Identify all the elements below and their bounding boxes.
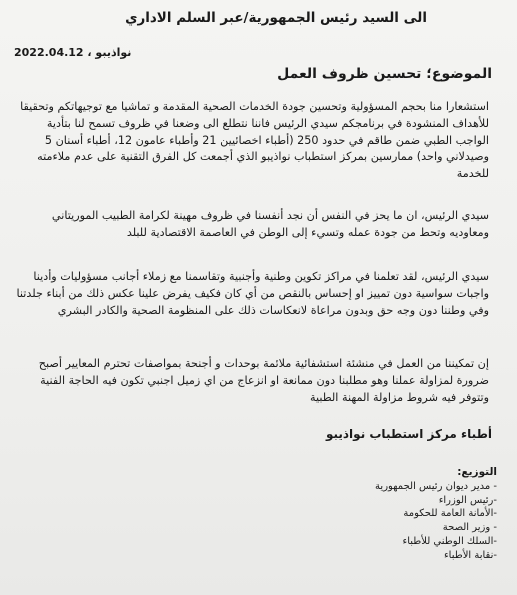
paragraph-intro: استشعارا منا بحجم المسؤولية وتحسين جودة الخدمات الصحية المقدمة و تماشيا مع توجيهاتكم وتحقيقا للأهداف المنشودة في برنامجكم سيدي الرئيس فاننا نتطلع الى وضعنا في ظروف تسمح لنا بتأدية الواجب الطبي ضمن طاقم في حدود 250 (أطباء اخصائيين 21 وأطباء عامون 12، أطباء أسنان 5 وصيدلاني واحد) ممارسين بمركز استطباب نواذيبو الذي أجمعت كل الفرق التقنية على عدم ملاءمته للخدمة — [20, 100, 489, 181]
letter-date: نواذيبو ، 2022.04.12 — [14, 46, 132, 59]
distribution-item: -رئيس الوزراء — [438, 494, 497, 506]
letter-signature: أطباء مركز استطباب نواذيبو — [325, 427, 492, 441]
distribution-list — [200, 466, 497, 563]
distribution-item: -السلك الوطني للأطباء — [402, 535, 497, 547]
letter-addressee: الى السيد رئيس الجمهورية/عبر السلم الاداري — [125, 10, 427, 26]
paragraph-conditions: سيدي الرئيس، ان ما يحز في النفس أن نجد أنفسنا في ظروف مهينة لكرامة الطبيب الموريتاني ومعاوديه وتحط من جودة عمله وتسيء إلى الوطن في العاصمة الاقتصادية للبلد — [51, 209, 489, 239]
distribution-item: -نقابة الأطباء — [443, 549, 497, 561]
distribution-item: -الأمانة العامة للحكومة — [403, 508, 497, 520]
paragraph-request: إن تمكيننا من العمل في منشئة استشفائية ملائمة بوحدات و أجنحة بمواصفات تحترم المعايير أصبح ضرورة لمزاولة عملنا وهو مطلبنا دون ممانعة او انزعاج من اي زميل اجنبي تكون فيه الحاجة الفنية وتتوفر فيه شروط مزاولة المهنة الطبية — [38, 357, 489, 404]
distribution-title: التوزيع: — [457, 466, 497, 478]
letter-subject: الموضوع؛ تحسين ظروف العمل — [277, 66, 492, 82]
paragraph-training: سيدي الرئيس، لقد تعلمنا في مراكز تكوين وطنية وأجنبية وتقاسمنا مع زملاء أجانب مسؤوليات وأدينا واجبات سواسية دون تمييز او إحساس بالنقص من أي كان فكيف يفرض علينا عكس ذلك من أبناء جلدتنا وفي وطننا دون وجه حق وبدون مراعاة لانعكاسات ذلك على المنظومة الصحية والكادر البشري — [16, 270, 489, 317]
distribution-item: - مدير ديوان رئيس الجمهورية — [375, 480, 497, 492]
distribution-item: - وزير الصحة — [442, 522, 497, 534]
